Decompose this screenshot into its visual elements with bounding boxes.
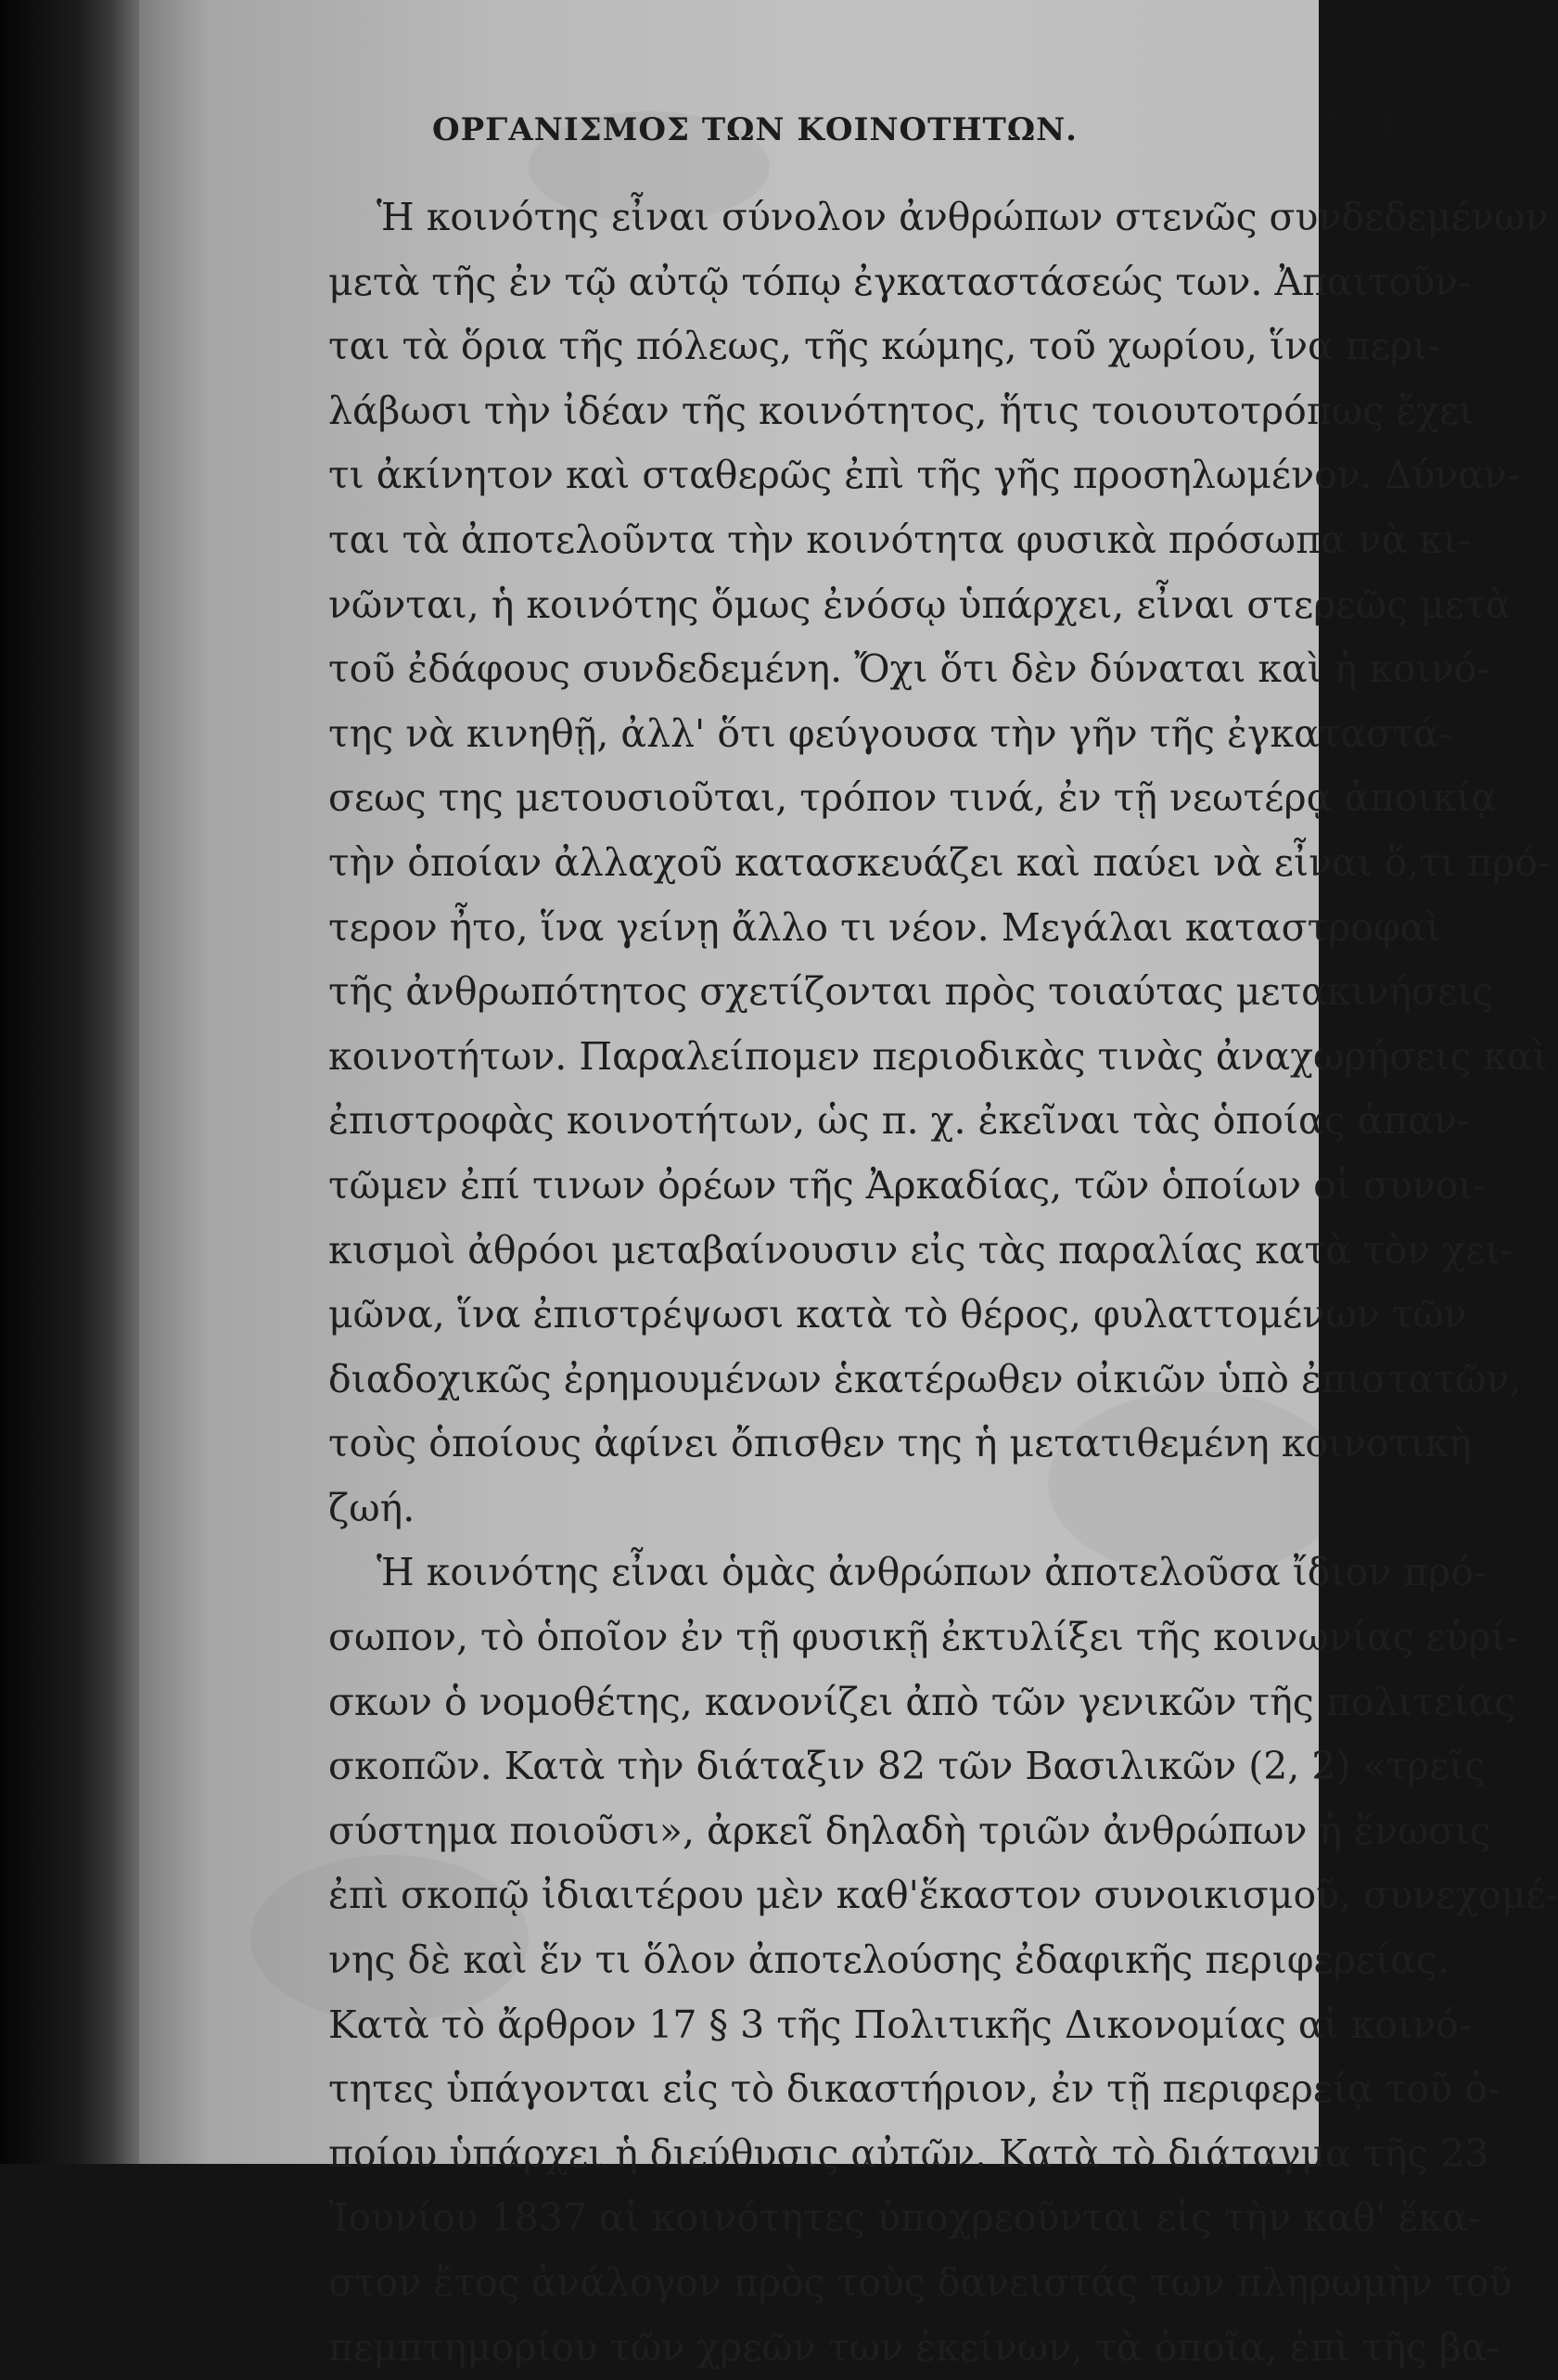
text-line: τοὺς ὁποίους ἀφίνει ὄπισθεν της ἡ μετατιθεμένη κοινοτικὴ [328,1421,1472,1466]
text-line: νης δὲ καὶ ἕν τι ὅλον ἀποτελούσης ἐδαφικῆς περιφερείας. [328,1938,1449,1983]
text-line: τητες ὑπάγονται εἰς τὸ δικαστήριον, ἐν τῇ περιφερείᾳ τοῦ ὁ- [328,2067,1501,2112]
paragraph [328,1541,1558,2380]
page-number: 151 [1321,104,1402,149]
text-line: ἐπὶ σκοπῷ ἰδιαιτέρου μὲν καθ'ἕκαστον συνοικισμοῦ, συνεχομέ- [328,1873,1558,1918]
text-line: ποίου ὑπάρχει ἡ διεύθυσις αὐτῶν. Κατὰ τὸ διάταγμα τῆς 23 [328,2130,1489,2176]
text-line: τῶμεν ἐπί τινων ὀρέων τῆς Ἀρκαδίας, τῶν ὁποίων οἱ συνοι- [328,1162,1487,1208]
text-line: τῆς ἀνθρωπότητος σχετίζονται πρὸς τοιαύτας μετακινήσεις [328,969,1494,1015]
text-line: Ἡ κοινότης εἶναι σύνολον ἀνθρώπων στενῶς συνδεδεμένων [377,195,1549,239]
text-line: σύστημα ποιοῦσι», ἀρκεῖ δηλαδὴ τριῶν ἀνθρώπων ἡ ἕνωσις [328,1808,1491,1853]
book-spine-gutter [0,0,139,2164]
text-line: Ἡ κοινότης εἶναι ὁμὰς ἀνθρώπων ἀποτελοῦσα ἴδιον πρό- [377,1550,1487,1595]
text-line: ζωή. [328,1485,415,1530]
text-line: τερον ἦτο, ἵνα γείνῃ ἄλλο τι νέον. Μεγάλαι καταστροφαὶ [328,904,1441,950]
text-line: λάβωσι τὴν ἰδέαν τῆς κοινότητος, ἥτις τοιουτοτρόπως ἔχει [328,388,1475,433]
text-line: στον ἔτος ἀνάλογον πρὸς τοὺς δανειστάς των πληρωμὴν τοῦ [328,2260,1513,2305]
text-line: σεως της μετουσιοῦται, τρόπον τινά, ἐν τῇ νεωτέρᾳ ἀποικίᾳ [328,775,1498,821]
page-header [432,104,1402,160]
text-line: τοῦ ἐδάφους συνδεδεμένη. Ὄχι ὅτι δὲν δύναται καὶ ἡ κοινό- [328,646,1490,692]
text-line: ται τὰ ὅρια τῆς πόλεως, τῆς κώμης, τοῦ χωρίου, ἵνα περι- [328,324,1440,369]
text-line: κοινοτήτων. Παραλείπομεν περιοδικὰς τινὰς ἀναχωρήσεις καὶ [328,1033,1548,1079]
text-line: Ἰουνίου 1837 αἱ κοινότητες ὑποχρεοῦνται εἰς τὴν καθ' ἕκα- [328,2195,1481,2241]
paragraph [328,186,1551,1541]
text-line: τι ἀκίνητον καὶ σταθερῶς ἐπὶ τῆς γῆς προσηλωμένον. Δύναν- [328,453,1520,498]
book-page [139,0,1558,2370]
text-line: ται τὰ ἀποτελοῦντα τὴν κοινότητα φυσικὰ πρόσωπα νὰ κι- [328,517,1471,562]
text-line: Κατὰ τὸ ἄρθρον 17 § 3 τῆς Πολιτικῆς Δικονομίας αἱ κοινό- [328,2002,1472,2047]
text-line: σωπον, τὸ ὁποῖον ἐν τῇ φυσικῇ ἐκτυλίξει τῆς κοινωνίας εὑρί- [328,1615,1519,1660]
text-line: διαδοχικῶς ἐρημουμένων ἑκατέρωθεν οἰκιῶν ὑπὸ ἐπιστατῶν, [328,1356,1522,1401]
text-line: νῶνται, ἡ κοινότης ὅμως ἐνόσῳ ὑπάρχει, εἶναι στερεῶς μετὰ [328,582,1512,627]
text-line: κισμοὶ ἀθρόοι μεταβαίνουσιν εἰς τὰς παραλίας κατὰ τὸν χει- [328,1227,1513,1273]
text-line: σκοπῶν. Κατὰ τὴν διάταξιν 82 τῶν Βασιλικῶν (2, 2) «τρεῖς [328,1744,1486,1789]
text-line: μῶνα, ἵνα ἐπιστρέψωσι κατὰ τὸ θέρος, φυλαττομένων τῶν [328,1292,1467,1337]
body-text [328,186,1558,2380]
text-line: τὴν ὁποίαν ἀλλαχοῦ κατασκευάζει καὶ παύει νὰ εἶναι ὅ,τι πρό- [328,839,1551,885]
text-line: ἐπιστροφὰς κοινοτήτων, ὡς π. χ. ἐκεῖναι τὰς ὁποίας ἀπαν- [328,1098,1470,1144]
text-line: πεμπτημορίου τῶν χρεῶν των ἐκείνων, τὰ ὁποῖα, ἐπὶ τῆς βα- [328,2324,1501,2370]
text-line: μετὰ τῆς ἐν τῷ αὐτῷ τόπῳ ἐγκαταστάσεώς των. Ἀπαιτοῦν- [328,259,1471,304]
text-line: της νὰ κινηθῇ, ἀλλ' ὅτι φεύγουσα τὴν γῆν τῆς ἐγκαταστά- [328,710,1452,756]
running-title: ΟΡΓΑΝΙΣΜΟΣ ΤΩΝ ΚΟΙΝΟΤΗΤΩΝ. [432,111,1079,148]
text-line: σκων ὁ νομοθέτης, κανονίζει ἀπὸ τῶν γενικῶν τῆς πολιτείας [328,1679,1516,1724]
